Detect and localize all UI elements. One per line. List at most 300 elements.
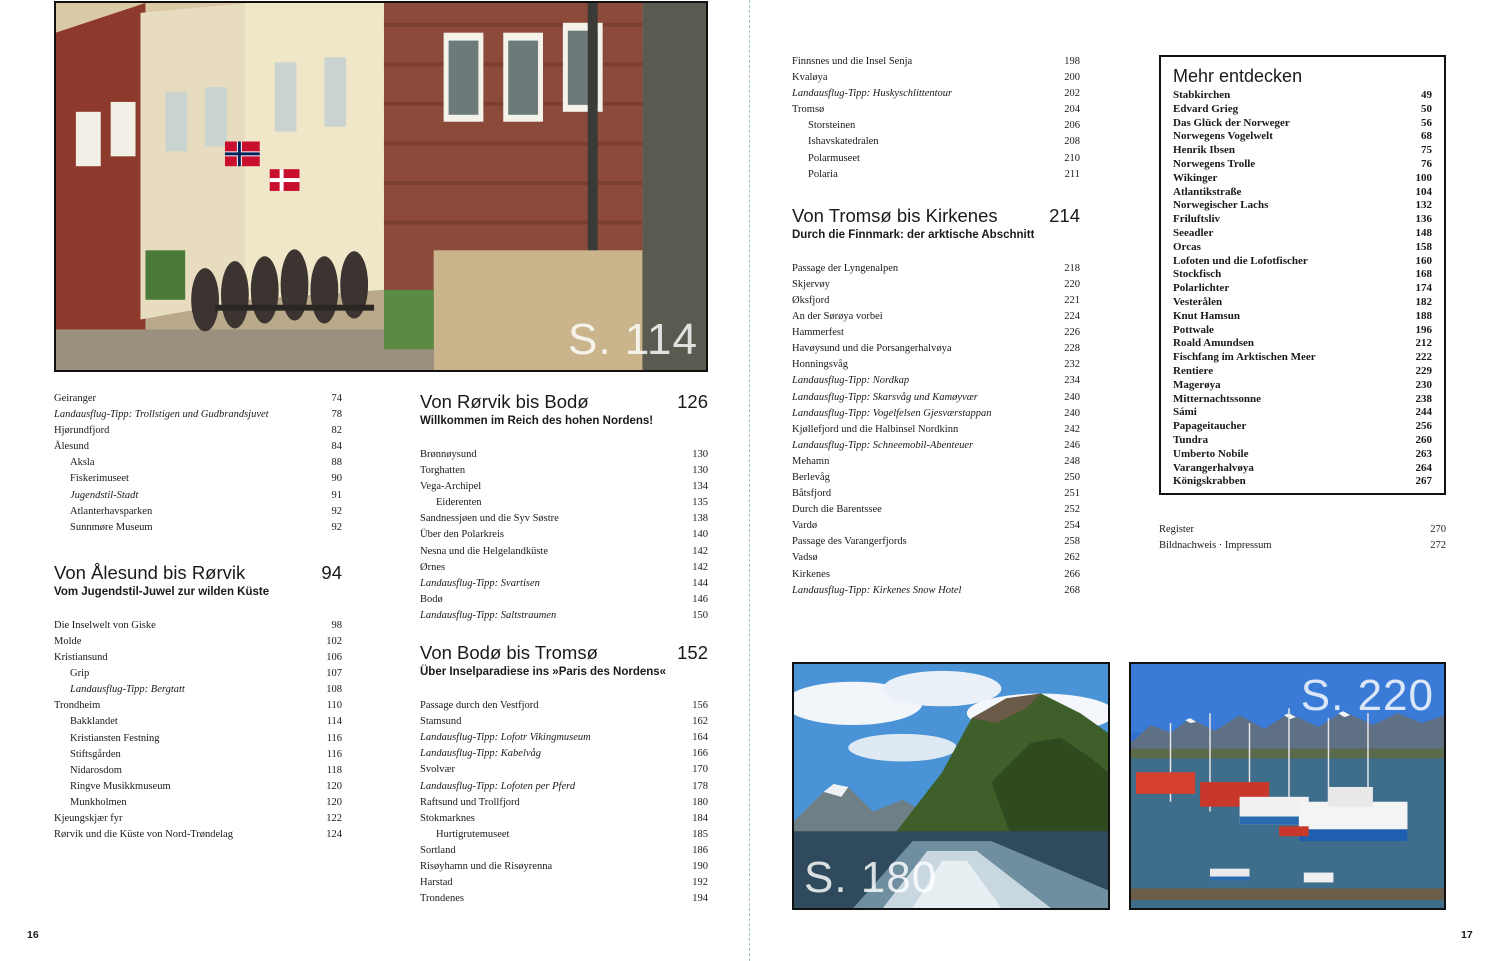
toc-middle-column xyxy=(420,391,708,907)
entry-page: 142 xyxy=(692,561,708,573)
entry-title: Storsteinen xyxy=(808,120,856,132)
toc-list xyxy=(54,391,342,536)
entry-page: 272 xyxy=(1430,540,1446,552)
entry-title: Svolvær xyxy=(420,764,456,776)
entry-title: Kvaløya xyxy=(792,72,828,84)
entry-page: 212 xyxy=(1415,337,1432,350)
toc-entry[interactable] xyxy=(54,682,342,698)
entry-title: Landausflug-Tipp: Lofotr Vikingmuseum xyxy=(420,732,591,744)
entry-title: Stamsund xyxy=(420,716,462,728)
entry-page: 92 xyxy=(331,521,342,533)
section-page: 152 xyxy=(677,642,708,664)
entry-page: 78 xyxy=(331,409,342,421)
toc-entry[interactable] xyxy=(1173,351,1432,365)
toc-entry[interactable] xyxy=(420,811,708,827)
toc-entry[interactable] xyxy=(792,390,1080,406)
section-heading[interactable] xyxy=(792,205,1080,227)
section-heading[interactable] xyxy=(54,562,342,584)
toc-entry[interactable] xyxy=(792,438,1080,454)
entry-title: Umberto Nobile xyxy=(1173,447,1249,460)
entry-title: Bakklandet xyxy=(70,716,118,728)
entry-page: 102 xyxy=(326,635,342,647)
entry-page: 90 xyxy=(331,473,342,485)
entry-title: Passage durch den Vestfjord xyxy=(420,700,539,712)
toc-entry[interactable] xyxy=(420,592,708,608)
toc-entry[interactable] xyxy=(1173,462,1432,476)
toc-entry[interactable] xyxy=(1173,255,1432,269)
entry-title: Kirkenes xyxy=(792,568,830,580)
entry-title: Landausflug-Tipp: Nordkap xyxy=(792,375,910,387)
entry-page: 240 xyxy=(1064,391,1080,403)
toc-entry[interactable] xyxy=(792,86,1080,102)
entry-page: 75 xyxy=(1421,144,1432,157)
toc-entry[interactable] xyxy=(420,875,708,891)
toc-entry[interactable] xyxy=(792,118,1080,134)
entry-title: Register xyxy=(1159,524,1194,535)
toc-entry[interactable] xyxy=(1173,393,1432,407)
entry-title: Landausflug-Tipp: Huskyschlittentour xyxy=(792,88,953,100)
toc-entry[interactable] xyxy=(420,495,708,511)
entry-title: Nesna und die Helgelandküste xyxy=(420,545,549,557)
entry-page: 264 xyxy=(1415,461,1432,474)
entry-page: 194 xyxy=(692,893,708,905)
entry-title: Atlanterhavsparken xyxy=(70,505,153,517)
toc-entry[interactable] xyxy=(1173,103,1432,117)
toc-entry[interactable] xyxy=(54,391,342,407)
toc-entry[interactable] xyxy=(1173,406,1432,420)
entry-title: Mitternachtssonne xyxy=(1173,392,1261,405)
toc-entry[interactable] xyxy=(420,527,708,543)
entry-page: 135 xyxy=(692,497,708,509)
toc-entry[interactable] xyxy=(420,779,708,795)
toc-entry[interactable] xyxy=(1173,172,1432,186)
appendix-list xyxy=(1159,522,1446,554)
toc-entry[interactable] xyxy=(420,891,708,907)
entry-page: 234 xyxy=(1064,375,1080,387)
entry-title: Norwegischer Lachs xyxy=(1173,199,1269,212)
entry-page: 206 xyxy=(1064,120,1080,132)
toc-entry[interactable] xyxy=(792,534,1080,550)
toc-entry[interactable] xyxy=(54,747,342,763)
entry-page: 106 xyxy=(326,652,342,664)
section-page: 126 xyxy=(677,391,708,412)
page-ref-label: S. 180 xyxy=(804,853,938,902)
toc-entry[interactable] xyxy=(54,471,342,487)
entry-page: 146 xyxy=(692,593,708,605)
toc-entry[interactable] xyxy=(420,843,708,859)
toc-entry[interactable] xyxy=(792,277,1080,293)
toc-entry[interactable] xyxy=(420,544,708,560)
entry-title: Sortland xyxy=(420,844,456,856)
entry-title: Friluftsliv xyxy=(1173,213,1221,226)
entry-page: 244 xyxy=(1415,406,1432,419)
toc-entry[interactable] xyxy=(54,763,342,779)
entry-title: Wikinger xyxy=(1173,171,1218,184)
entry-page: 210 xyxy=(1064,152,1080,164)
entry-title: Passage der Lyngenalpen xyxy=(792,262,899,274)
entry-title: Aksla xyxy=(70,457,95,469)
toc-entry[interactable] xyxy=(1173,282,1432,296)
entry-page: 229 xyxy=(1415,364,1432,377)
toc-entry[interactable] xyxy=(1173,158,1432,172)
entry-title: Hjørundfjord xyxy=(54,425,110,437)
toc-entry[interactable] xyxy=(54,407,342,423)
entry-page: 130 xyxy=(692,465,708,477)
toc-entry[interactable] xyxy=(1173,448,1432,462)
entry-page: 198 xyxy=(1064,56,1080,67)
toc-list xyxy=(420,447,708,624)
entry-title: Landausflug-Tipp: Bergtatt xyxy=(70,684,185,696)
toc-entry[interactable] xyxy=(792,518,1080,534)
toc-entry[interactable] xyxy=(420,827,708,843)
entry-page: 185 xyxy=(692,828,708,840)
entry-page: 178 xyxy=(692,780,708,792)
toc-entry[interactable] xyxy=(54,488,342,504)
entry-title: Kjøllefjord und die Halbinsel Nordkinn xyxy=(792,423,959,435)
entry-title: Mehamn xyxy=(792,455,830,467)
toc-entry[interactable] xyxy=(1173,296,1432,310)
entry-title: Seeadler xyxy=(1173,226,1214,239)
entry-page: 168 xyxy=(1415,268,1432,281)
entry-title: Landausflug-Tipp: Svartisen xyxy=(420,577,540,589)
entry-page: 220 xyxy=(1064,278,1080,290)
entry-page: 238 xyxy=(1415,392,1432,405)
entry-page: 258 xyxy=(1064,536,1080,548)
toc-entry[interactable] xyxy=(792,550,1080,566)
toc-entry[interactable] xyxy=(792,502,1080,518)
toc-entry[interactable] xyxy=(792,470,1080,486)
section-title: Von Ålesund bis Rørvik xyxy=(54,561,246,583)
entry-title: Havøysund und die Porsangerhalvøya xyxy=(792,343,952,355)
entry-page: 184 xyxy=(692,812,708,824)
toc-list xyxy=(792,54,1080,183)
toc-entry[interactable] xyxy=(420,560,708,576)
toc-entry[interactable] xyxy=(792,454,1080,470)
toc-entry[interactable] xyxy=(54,455,342,471)
section-subtitle: Willkommen im Reich des hohen Nordens! xyxy=(420,415,654,427)
entry-page: 116 xyxy=(326,748,342,760)
toc-entry[interactable] xyxy=(792,357,1080,373)
toc-entry[interactable] xyxy=(1173,310,1432,324)
entry-title: Brønnøysund xyxy=(420,449,477,460)
toc-entry[interactable] xyxy=(420,576,708,592)
entry-title: Finnsnes und die Insel Senja xyxy=(792,56,913,67)
toc-entry[interactable] xyxy=(420,511,708,527)
toc-left-column xyxy=(54,391,342,843)
page-number-right: 17 xyxy=(1461,929,1473,941)
entry-page: 251 xyxy=(1064,488,1080,500)
entry-title: Raftsund und Trollfjord xyxy=(420,796,520,808)
toc-entry[interactable] xyxy=(420,698,708,714)
entry-title: Polarlichter xyxy=(1173,282,1230,295)
fjord-photo xyxy=(792,662,1110,910)
entry-page: 263 xyxy=(1415,447,1432,460)
entry-page: 140 xyxy=(692,529,708,541)
entry-title: Sandnessjøen und die Syv Søstre xyxy=(420,513,559,525)
entry-page: 156 xyxy=(692,700,708,712)
box-title: Mehr entdecken xyxy=(1173,66,1303,86)
toc-entry[interactable] xyxy=(54,650,342,666)
entry-title: Harstad xyxy=(420,877,453,889)
entry-title: Stiftsgården xyxy=(70,748,121,760)
toc-entry[interactable] xyxy=(54,827,342,843)
toc-entry[interactable] xyxy=(792,486,1080,502)
entry-title: Risøyhamn und die Risøyrenna xyxy=(420,860,553,872)
entry-title: Ishavskatedralen xyxy=(808,136,879,148)
toc-entry[interactable] xyxy=(792,261,1080,277)
entry-page: 267 xyxy=(1415,475,1432,488)
toc-entry[interactable] xyxy=(54,731,342,747)
toc-list xyxy=(54,618,342,843)
entry-title: Über den Polarkreis xyxy=(420,529,504,541)
toc-entry[interactable] xyxy=(1173,186,1432,200)
entry-page: 124 xyxy=(326,829,342,841)
topic-list xyxy=(1173,89,1432,489)
entry-title: Kristiansten Festning xyxy=(70,732,160,744)
entry-title: Henrik Ibsen xyxy=(1173,144,1236,157)
toc-entry[interactable] xyxy=(1173,475,1432,489)
entry-page: 252 xyxy=(1064,504,1080,516)
entry-page: 56 xyxy=(1421,116,1432,129)
toc-entry[interactable] xyxy=(420,714,708,730)
entry-page: 50 xyxy=(1421,102,1432,115)
entry-title: Rørvik und die Küste von Nord-Trøndelag xyxy=(54,829,233,841)
entry-title: An der Sørøya vorbei xyxy=(792,311,883,323)
toc-list xyxy=(792,261,1080,599)
toc-entry[interactable] xyxy=(1173,199,1432,213)
entry-title: Die Inselwelt von Giske xyxy=(54,619,156,631)
toc-entry[interactable] xyxy=(420,859,708,875)
toc-entry[interactable] xyxy=(1173,227,1432,241)
entry-page: 160 xyxy=(1415,254,1432,267)
entry-page: 211 xyxy=(1064,168,1080,180)
entry-title: Vesterålen xyxy=(1173,295,1223,308)
toc-list xyxy=(1159,522,1446,554)
toc-entry[interactable] xyxy=(1173,213,1432,227)
section-title: Von Bodø bis Tromsø xyxy=(420,642,598,664)
entry-page: 174 xyxy=(1415,282,1432,295)
entry-page: 118 xyxy=(326,764,342,776)
toc-entry[interactable] xyxy=(792,70,1080,86)
toc-entry[interactable] xyxy=(1173,324,1432,338)
entry-title: Papageitaucher xyxy=(1173,420,1247,433)
entry-title: Trondenes xyxy=(420,893,464,905)
entry-page: 202 xyxy=(1064,88,1080,100)
entry-page: 130 xyxy=(692,449,708,460)
toc-entry[interactable] xyxy=(54,634,342,650)
entry-title: Trondheim xyxy=(54,700,101,712)
toc-section-rorvik xyxy=(420,391,708,624)
street-photo xyxy=(54,1,708,372)
entry-title: Tundra xyxy=(1173,433,1209,446)
toc-entry[interactable] xyxy=(54,520,342,536)
section-subtitle: Vom Jugendstil-Juwel zur wilden Küste xyxy=(54,585,270,598)
entry-page: 204 xyxy=(1064,104,1080,116)
toc-entry[interactable] xyxy=(792,134,1080,150)
toc-entry[interactable] xyxy=(1173,420,1432,434)
entry-title: Bildnachweis · Impressum xyxy=(1159,540,1272,552)
entry-title: Polaria xyxy=(808,168,838,180)
entry-title: Skjervøy xyxy=(792,278,830,290)
entry-page: 91 xyxy=(331,489,342,501)
entry-title: Norwegens Trolle xyxy=(1173,157,1256,170)
section-page: 214 xyxy=(1049,204,1080,226)
toc-entry[interactable] xyxy=(420,447,708,463)
toc-entry[interactable] xyxy=(792,422,1080,438)
toc-entry[interactable] xyxy=(1159,538,1446,554)
section-heading[interactable] xyxy=(420,642,708,664)
toc-entry[interactable] xyxy=(792,341,1080,357)
entry-page: 150 xyxy=(692,609,708,621)
entry-title: Fiskerimuseet xyxy=(70,473,129,485)
entry-title: Grip xyxy=(70,668,90,680)
entry-page: 190 xyxy=(692,860,708,872)
entry-page: 88 xyxy=(331,457,342,469)
toc-entry[interactable] xyxy=(792,102,1080,118)
toc-entry[interactable] xyxy=(420,479,708,495)
entry-title: Landausflug-Tipp: Lofoten per Pferd xyxy=(420,780,576,792)
entry-page: 114 xyxy=(326,716,342,728)
entry-page: 200 xyxy=(1064,72,1080,84)
entry-title: Landausflug-Tipp: Kabelvåg xyxy=(420,748,542,760)
toc-entry[interactable] xyxy=(792,373,1080,389)
entry-page: 260 xyxy=(1415,433,1432,446)
entry-page: 266 xyxy=(1064,568,1080,580)
entry-title: Kristiansund xyxy=(54,652,108,664)
entry-title: Båtsfjord xyxy=(792,488,832,500)
toc-entry[interactable] xyxy=(420,762,708,778)
toc-entry[interactable] xyxy=(54,666,342,682)
entry-page: 68 xyxy=(1421,130,1432,143)
toc-entry[interactable] xyxy=(792,309,1080,325)
entry-title: Ørnes xyxy=(420,561,446,573)
toc-entry[interactable] xyxy=(1173,117,1432,131)
entry-page: 218 xyxy=(1064,262,1080,274)
section-title: Von Rørvik bis Bodø xyxy=(420,391,589,412)
toc-entry[interactable] xyxy=(1173,241,1432,255)
toc-entry[interactable] xyxy=(792,325,1080,341)
toc-entry[interactable] xyxy=(792,293,1080,309)
section-title: Von Tromsø bis Kirkenes xyxy=(792,204,998,226)
entry-page: 84 xyxy=(331,441,342,453)
toc-entry[interactable] xyxy=(1159,522,1446,538)
entry-page: 162 xyxy=(692,716,708,728)
toc-entry[interactable] xyxy=(54,698,342,714)
entry-title: Jugendstil-Stadt xyxy=(70,489,139,501)
toc-entry[interactable] xyxy=(420,730,708,746)
toc-entry[interactable] xyxy=(420,746,708,762)
entry-title: Ålesund xyxy=(54,441,89,453)
entry-title: Magerøya xyxy=(1173,378,1221,391)
entry-title: Berlevåg xyxy=(792,471,830,483)
toc-entry[interactable] xyxy=(420,463,708,479)
entry-page: 186 xyxy=(692,844,708,856)
toc-entry[interactable] xyxy=(1173,379,1432,393)
entry-page: 256 xyxy=(1415,420,1432,433)
toc-list xyxy=(420,698,708,907)
entry-title: Torghatten xyxy=(420,465,466,477)
toc-entry[interactable] xyxy=(54,439,342,455)
toc-entry[interactable] xyxy=(1173,130,1432,144)
entry-page: 226 xyxy=(1064,327,1080,339)
entry-title: Stockfisch xyxy=(1173,268,1222,281)
entry-title: Hammerfest xyxy=(792,327,844,339)
entry-page: 232 xyxy=(1064,359,1080,371)
toc-entry[interactable] xyxy=(792,54,1080,70)
toc-entry[interactable] xyxy=(54,423,342,439)
entry-title: Tromsø xyxy=(792,104,825,116)
toc-entry[interactable] xyxy=(792,567,1080,583)
entry-page: 166 xyxy=(692,748,708,760)
entry-title: Varangerhalvøya xyxy=(1173,461,1254,474)
entry-page: 108 xyxy=(326,684,342,696)
toc-entry[interactable] xyxy=(54,504,342,520)
entry-title: Das Glück der Norweger xyxy=(1173,116,1290,129)
entry-page: 180 xyxy=(692,796,708,808)
entry-page: 268 xyxy=(1064,584,1080,596)
entry-page: 120 xyxy=(326,796,342,808)
toc-right-column xyxy=(792,54,1080,599)
entry-title: Durch die Barentssee xyxy=(792,504,882,516)
entry-title: Orcas xyxy=(1173,240,1201,253)
toc-entry[interactable] xyxy=(1173,268,1432,282)
entry-page: 116 xyxy=(326,732,342,744)
entry-title: Landausflug-Tipp: Skarsvåg und Kamøyvær xyxy=(792,391,978,403)
toc-entry[interactable] xyxy=(54,714,342,730)
entry-title: Stabkirchen xyxy=(1173,89,1231,101)
entry-page: 182 xyxy=(1415,295,1432,308)
entry-page: 262 xyxy=(1064,552,1080,564)
entry-page: 196 xyxy=(1415,323,1432,336)
entry-title: Geiranger xyxy=(54,393,96,404)
entry-title: Stokmarknes xyxy=(420,812,475,824)
entry-title: Landausflug-Tipp: Saltstraumen xyxy=(420,609,557,621)
entry-page: 254 xyxy=(1064,520,1080,532)
entry-page: 188 xyxy=(1415,309,1432,322)
entry-title: Landausflug-Tipp: Vogelfelsen Gjesværstappan xyxy=(792,407,992,419)
toc-entry[interactable] xyxy=(1173,89,1432,103)
toc-entry[interactable] xyxy=(54,618,342,634)
entry-title: Øksfjord xyxy=(792,294,830,306)
page-number-left: 16 xyxy=(27,929,39,941)
toc-entry[interactable] xyxy=(420,608,708,624)
entry-page: 158 xyxy=(1415,240,1432,253)
toc-entry[interactable] xyxy=(54,795,342,811)
entry-page: 240 xyxy=(1064,407,1080,419)
toc-entry[interactable] xyxy=(1173,434,1432,448)
entry-title: Munkholmen xyxy=(70,796,127,808)
entry-page: 132 xyxy=(1415,199,1432,212)
toc-entry[interactable] xyxy=(792,167,1080,183)
entry-title: Hurtigrutemuseet xyxy=(436,828,510,840)
entry-page: 100 xyxy=(1415,171,1432,184)
entry-page: 104 xyxy=(1415,185,1432,198)
toc-entry[interactable] xyxy=(1173,337,1432,351)
entry-page: 74 xyxy=(331,393,342,404)
entry-title: Edvard Grieg xyxy=(1173,102,1239,115)
toc-entry[interactable] xyxy=(792,406,1080,422)
toc-entry[interactable] xyxy=(1173,365,1432,379)
section-heading[interactable] xyxy=(420,391,708,413)
toc-entry[interactable] xyxy=(420,795,708,811)
toc-entry[interactable] xyxy=(1173,144,1432,158)
toc-entry[interactable] xyxy=(54,779,342,795)
toc-entry[interactable] xyxy=(792,583,1080,599)
entry-page: 134 xyxy=(692,481,708,493)
toc-entry[interactable] xyxy=(792,151,1080,167)
toc-entry[interactable] xyxy=(54,811,342,827)
toc-section-aalesund xyxy=(54,562,342,843)
